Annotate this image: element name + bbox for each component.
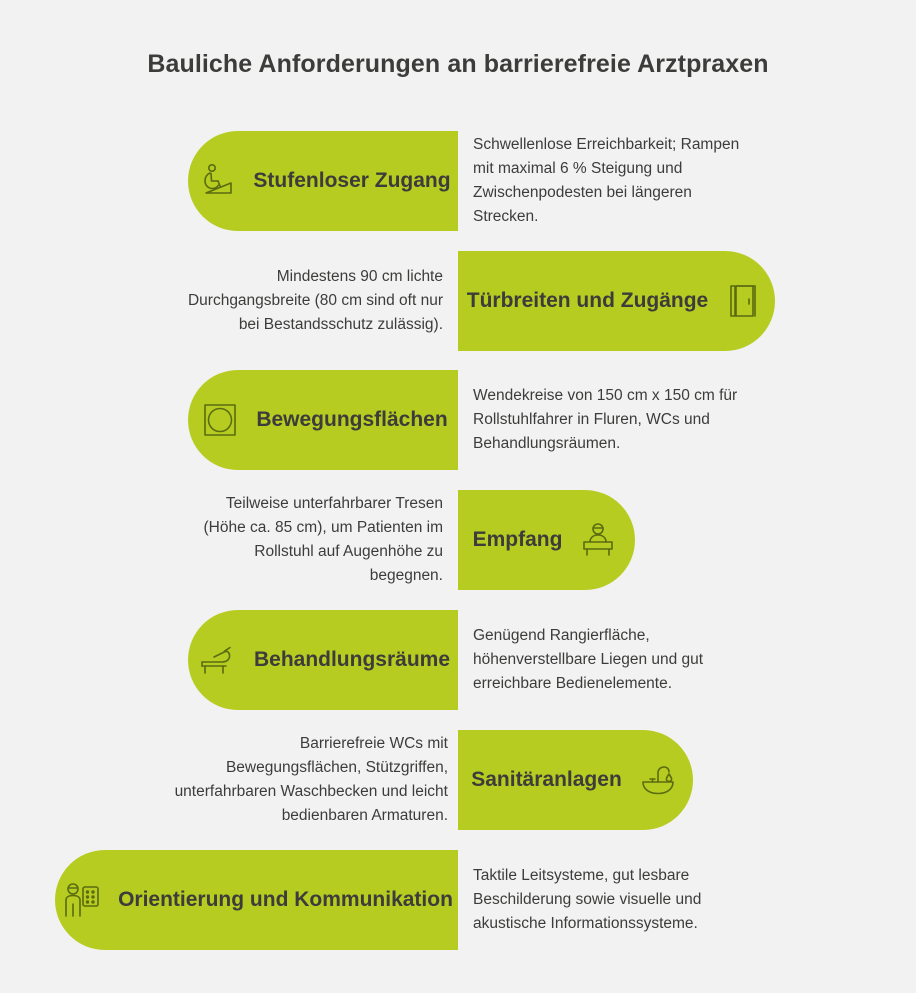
description-stufenloser-zugang: Schwellenlose Erreichbarkeit; Rampen mit maximal 6 % Steigung und Zwischenpodesten bei längeren Strecken. (473, 136, 740, 225)
description-sanitaeranlagen: Barrierefreie WCs mit Bewegungsflächen, Stützgriffen, unterfahrbaren Waschbecken und leicht bedienbaren Armaturen. (174, 735, 448, 824)
pill-tuerbreiten-und-zugaenge[interactable] (458, 251, 775, 351)
examination-couch-icon (196, 638, 240, 682)
pill-label: Sanitäranlagen (471, 768, 622, 791)
pill-label: Orientierung und Kommunikation (118, 888, 453, 911)
pill-label: Empfang (472, 528, 563, 551)
pill-label: Bewegungsflächen (256, 408, 448, 431)
row-orientierung-und-kommunikation (0, 850, 916, 950)
door-icon (722, 279, 766, 323)
reception-desk-icon (576, 518, 620, 562)
description-orientierung-und-kommunikation: Taktile Leitsysteme, gut lesbare Beschilderung sowie visuelle und akustische Informationssysteme. (473, 867, 702, 932)
pill-bewegungsflaechen[interactable] (188, 370, 458, 470)
pill-empfang[interactable] (458, 490, 635, 590)
row-stufenloser-zugang (0, 131, 916, 231)
description-empfang: Teilweise unterfahrbarer Tresen (Höhe ca. 85 cm), um Patienten im Rollstuhl auf Augenhöhe zu begegnen. (203, 495, 443, 584)
row-tuerbreiten-und-zugaenge (0, 251, 916, 351)
row-bewegungsflaechen (0, 370, 916, 470)
pill-sanitaeranlagen[interactable] (458, 730, 693, 830)
row-sanitaeranlagen (0, 730, 916, 830)
pill-behandlungsraeume[interactable] (188, 610, 458, 710)
row-empfang (0, 490, 916, 590)
pill-stufenloser-zugang[interactable] (188, 131, 458, 231)
description-behandlungsraeume: Genügend Rangierfläche, höhenverstellbare Liegen und gut erreichbare Bedienelemente. (473, 627, 704, 692)
turning-circle-icon (198, 398, 242, 442)
pill-orientierung-und-kommunikation[interactable] (55, 850, 458, 950)
row-behandlungsraeume (0, 610, 916, 710)
signage-person-icon (60, 878, 104, 922)
pill-label: Türbreiten und Zugänge (466, 289, 709, 312)
description-tuerbreiten-und-zugaenge: Mindestens 90 cm lichte Durchgangsbreite (80 cm sind oft nur bei Bestandsschutz zulässig). (187, 268, 443, 333)
pill-label: Behandlungsräume (253, 648, 451, 671)
sink-icon (636, 758, 680, 802)
page-title: Bauliche Anforderungen an barrierefreie Arztpraxen (147, 50, 769, 78)
description-bewegungsflaechen: Wendekreise von 150 cm x 150 cm für Rollstuhlfahrer in Fluren, WCs und Behandlungsräumen. (473, 387, 738, 452)
wheelchair-ramp-icon (195, 159, 239, 203)
pill-label: Stufenloser Zugang (253, 169, 451, 192)
